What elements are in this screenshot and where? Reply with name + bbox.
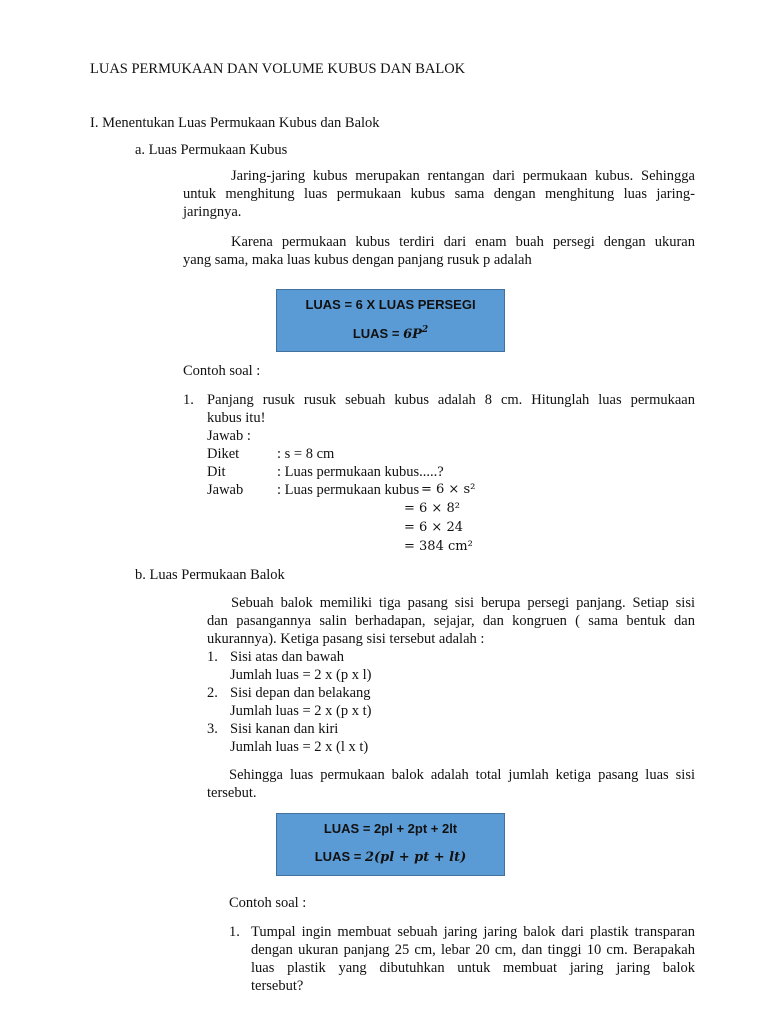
- paragraph-line: Sebuah balok memiliki tiga pasang sisi berupa persegi panjang. Setiap sisi: [231, 595, 695, 611]
- question-text: dengan ukuran panjang 25 cm, lebar 20 cm, dan tinggi 10 cm. Berapakah: [251, 942, 695, 958]
- question-text: Panjang rusuk rusuk sebuah kubus adalah 8 cm. Hitunglah luas permukaan: [207, 392, 695, 408]
- formula-math: 6P: [403, 327, 422, 342]
- document-title: LUAS PERMUKAAN DAN VOLUME KUBUS DAN BALOK: [90, 61, 466, 77]
- jawab-label: Jawab: [207, 482, 244, 498]
- diket-value: : s = 8 cm: [277, 446, 335, 462]
- question-number: 1.: [229, 924, 240, 940]
- calc-step: = 6 × 8²: [404, 501, 460, 516]
- list-item: Sisi kanan dan kiri: [230, 721, 339, 737]
- formula-prefix: LUAS =: [352, 326, 404, 341]
- formula-line: [277, 849, 504, 865]
- question-text: kubus itu!: [207, 410, 266, 426]
- calc-step: = 6 × 24: [404, 520, 463, 535]
- section-heading: I. Menentukan Luas Permukaan Kubus dan Balok: [90, 115, 380, 131]
- paragraph-line: yang sama, maka luas kubus dengan panjang rusuk p adalah: [183, 252, 532, 268]
- paragraph-line: untuk menghitung luas permukaan kubus sama dengan menghitung luas jaring-: [183, 186, 695, 202]
- paragraph-line: Karena permukaan kubus terdiri dari enam buah persegi dengan ukuran: [231, 234, 695, 250]
- answer-label: Jawab :: [207, 428, 251, 444]
- paragraph-line: tersebut.: [207, 785, 257, 801]
- calc-step: = 6 × s²: [421, 482, 476, 497]
- cube-formula-box: [276, 289, 505, 352]
- list-item: Sisi atas dan bawah: [230, 649, 344, 665]
- dit-label: Dit: [207, 464, 226, 480]
- dit-value: : Luas permukaan kubus.....?: [277, 464, 444, 480]
- formula-exponent: 2: [421, 325, 429, 335]
- paragraph-line: dan pasangannya salin berhadapan, sejajar, dan kongruen ( sama bentuk dan: [207, 613, 695, 629]
- list-number: 1.: [207, 649, 218, 665]
- jawab-value: : Luas permukaan kubus =: [277, 482, 431, 498]
- example-label: Contoh soal :: [183, 363, 261, 379]
- question-number: 1.: [183, 392, 194, 408]
- paragraph-line: Sehingga luas permukaan balok adalah total jumlah ketiga pasang luas sisi: [229, 767, 695, 783]
- list-number: 2.: [207, 685, 218, 701]
- list-item: Sisi depan dan belakang: [230, 685, 371, 701]
- formula-math: 2(pl + pt + lt): [364, 850, 467, 865]
- question-text: Tumpal ingin membuat sebuah jaring jaring balok dari plastik transparan: [251, 924, 695, 940]
- paragraph-line: jaringnya.: [183, 204, 242, 220]
- example-label: Contoh soal :: [229, 895, 307, 911]
- formula-line: LUAS = 6 X LUAS PERSEGI: [305, 297, 476, 312]
- cuboid-formula-box: [276, 813, 505, 876]
- list-formula: Jumlah luas = 2 x (p x t): [230, 703, 372, 719]
- paragraph-line: Jaring-jaring kubus merupakan rentangan dari permukaan kubus. Sehingga: [231, 168, 695, 184]
- formula-prefix: LUAS =: [314, 849, 365, 864]
- calc-step: = 384 cm²: [404, 539, 473, 554]
- list-formula: Jumlah luas = 2 x (p x l): [230, 667, 372, 683]
- question-text: luas plastik yang dibutuhkan untuk membuat jaring jaring balok: [251, 960, 695, 976]
- formula-line: LUAS = 2pl + 2pt + 2lt: [323, 821, 458, 836]
- diket-label: Diket: [207, 446, 240, 462]
- list-formula: Jumlah luas = 2 x (l x t): [230, 739, 369, 755]
- question-text: tersebut?: [251, 978, 304, 994]
- subsection-b-heading: b. Luas Permukaan Balok: [135, 567, 285, 583]
- subsection-a-heading: a. Luas Permukaan Kubus: [135, 142, 288, 158]
- formula-line: [277, 326, 504, 342]
- paragraph-line: ukurannya). Ketiga pasang sisi tersebut adalah :: [207, 631, 485, 647]
- list-number: 3.: [207, 721, 218, 737]
